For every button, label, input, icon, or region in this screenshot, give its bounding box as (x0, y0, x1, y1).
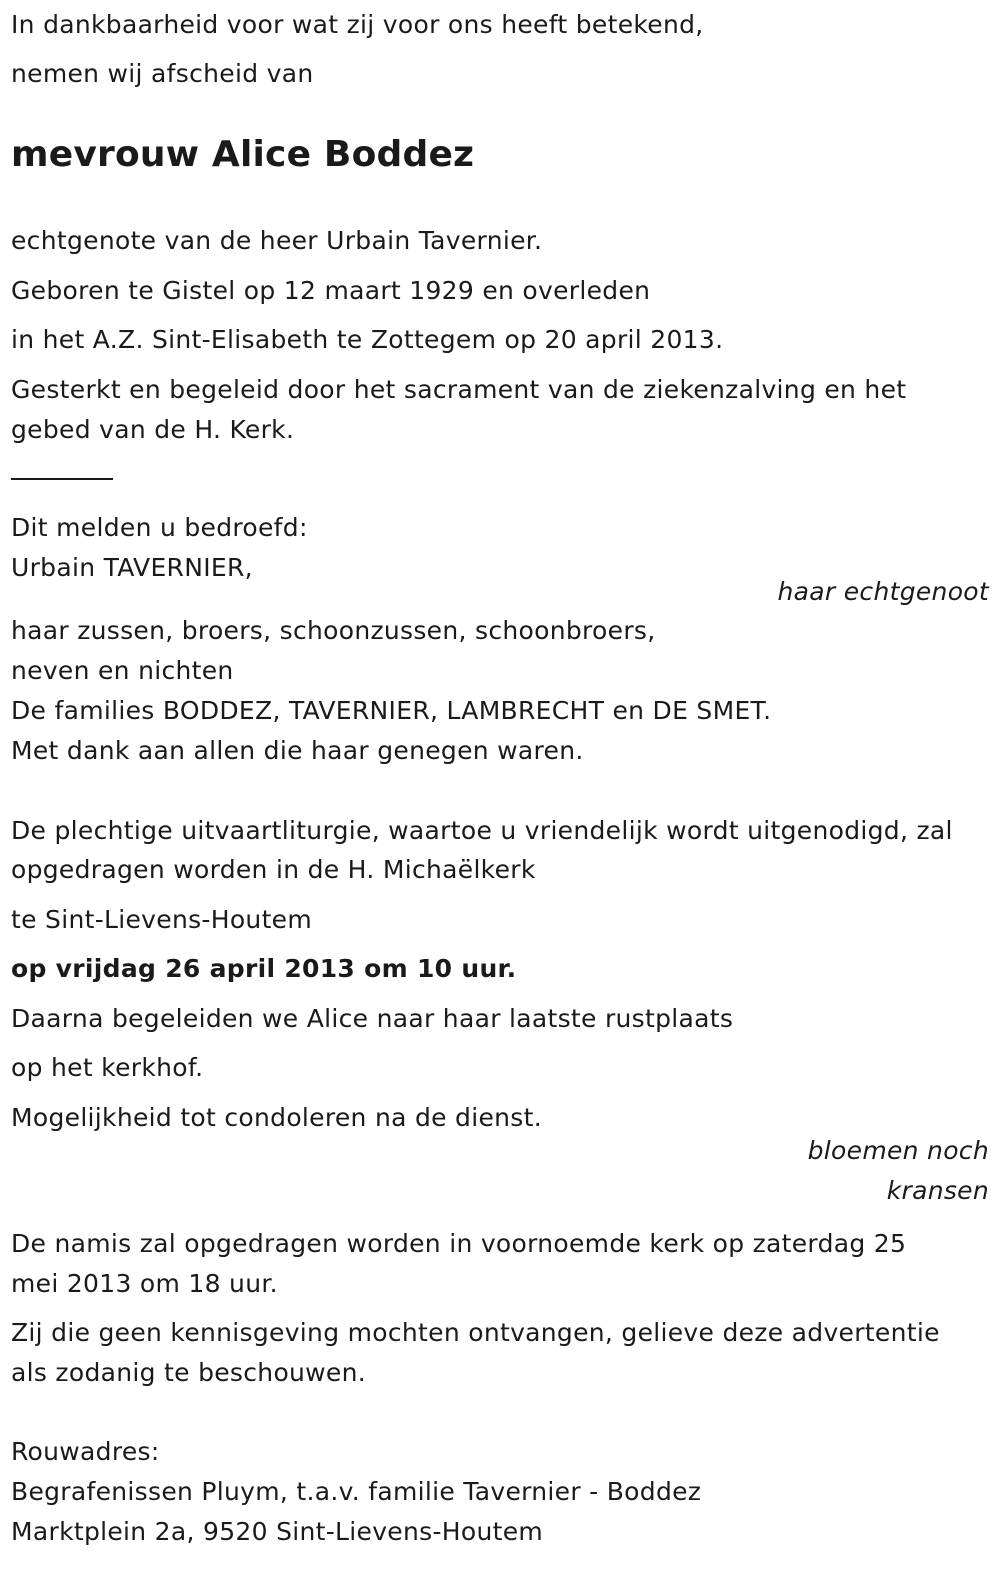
funeral-invite-line-2: opgedragen worden in de H. Michaëlkerk (11, 855, 536, 884)
funeral-place: te Sint-Lievens-Houtem (11, 905, 313, 934)
announcement-intro: Dit melden u bedroefd: (11, 513, 308, 542)
funeral-date: op vrijdag 26 april 2013 om 10 uur. (11, 954, 517, 983)
intro-line-2: nemen wij afscheid van (11, 59, 314, 88)
burial-line-1: Daarna begeleiden we Alice naar haar laatste rustplaats (11, 1004, 734, 1033)
death-line: in het A.Z. Sint-Elisabeth te Zottegem op 20 april 2013. (11, 325, 724, 354)
families-line: De families BODDEZ, TAVERNIER, LAMBRECHT en DE SMET. (11, 696, 772, 725)
notice-line-1: Zij die geen kennisgeving mochten ontvangen, gelieve deze advertentie (11, 1318, 940, 1347)
cousins-line: neven en nichten (11, 656, 234, 685)
notice-line-2: als zodanig te beschouwen. (11, 1358, 367, 1387)
flowers-line-2: kransen (886, 1176, 989, 1205)
birth-line: Geboren te Gistel op 12 maart 1929 en overleden (11, 276, 651, 305)
relatives-line: haar zussen, broers, schoonzussen, schoonbroers, (11, 616, 656, 645)
address-line-1: Begrafenissen Pluym, t.a.v. familie Tavernier - Boddez (11, 1477, 702, 1506)
condolences-line: Mogelijkheid tot condoleren na de dienst. (11, 1103, 542, 1132)
address-line-2: Marktplein 2a, 9520 Sint-Lievens-Houtem (11, 1517, 544, 1546)
spouse-line: echtgenote van de heer Urbain Tavernier. (11, 226, 543, 255)
deceased-name: mevrouw Alice Boddez (11, 134, 475, 175)
flowers-line-1: bloemen noch (807, 1136, 989, 1165)
address-label: Rouwadres: (11, 1437, 160, 1466)
funeral-invite-line-1: De plechtige uitvaartliturgie, waartoe u vriendelijk wordt uitgenodigd, zal (11, 816, 953, 845)
sacrament-line-2: gebed van de H. Kerk. (11, 415, 295, 444)
husband-role: haar echtgenoot (777, 577, 989, 606)
sacrament-line-1: Gesterkt en begeleid door het sacrament van de ziekenzalving en het (11, 375, 907, 404)
thanks-line: Met dank aan allen die haar genegen waren. (11, 736, 584, 765)
section-divider (11, 478, 113, 480)
intro-line-1: In dankbaarheid voor wat zij voor ons heeft betekend, (11, 10, 704, 39)
mass-line-1: De namis zal opgedragen worden in voornoemde kerk op zaterdag 25 (11, 1229, 907, 1258)
husband-name: Urbain TAVERNIER, (11, 553, 253, 582)
mass-line-2: mei 2013 om 18 uur. (11, 1269, 278, 1298)
burial-line-2: op het kerkhof. (11, 1053, 204, 1082)
